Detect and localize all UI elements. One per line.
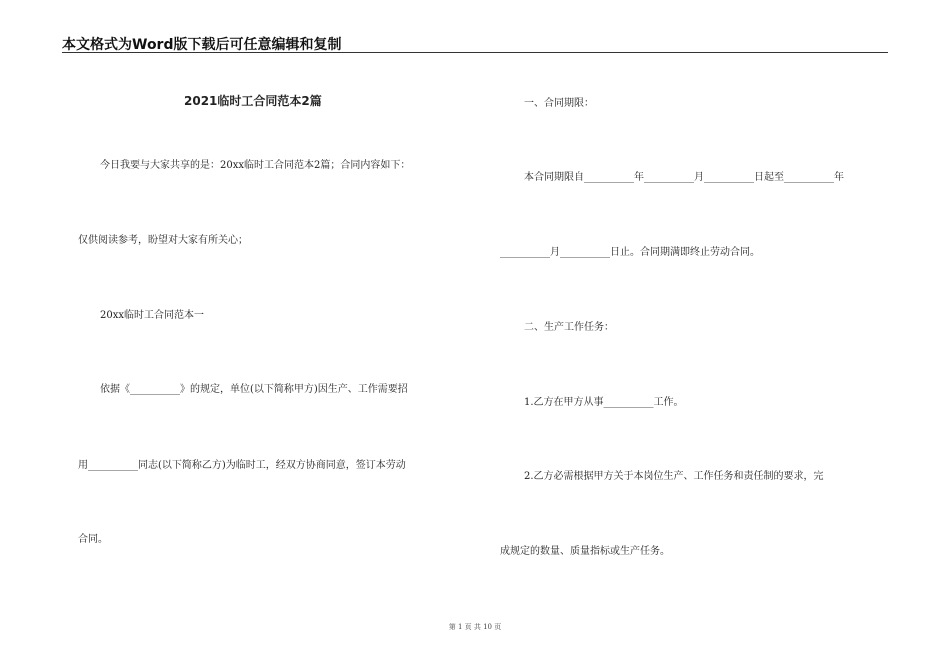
header-notice: 本文格式为Word版下载后可任意编辑和复制 bbox=[62, 37, 342, 53]
section-subtitle: 20xx临时工合同范本一 bbox=[100, 310, 205, 321]
document-title: 2021临时工合同范本2篇 bbox=[184, 94, 322, 108]
intro-line-1: 今日我要与大家共享的是：20xx临时工合同范本2篇；合同内容如下： bbox=[100, 160, 411, 171]
body-line-3: 合同。 bbox=[78, 534, 108, 545]
task-item-2-line-2: 成规定的数量、质量指标或生产任务。 bbox=[500, 546, 670, 557]
body-line-1: 依据《__________》的规定，单位(以下简称甲方)因生产、工作需要招 bbox=[100, 384, 408, 395]
section-1-heading: 一、合同期限： bbox=[524, 98, 594, 109]
task-item-1: 1.乙方在甲方从事__________工作。 bbox=[524, 397, 684, 408]
section-2-heading: 二、生产工作任务： bbox=[524, 322, 614, 333]
intro-line-2: 仅供阅读参考，盼望对大家有所关心； bbox=[78, 235, 248, 246]
left-column bbox=[78, 0, 468, 672]
page-number: 第 1 页 共 10 页 bbox=[448, 623, 502, 631]
term-line-2: __________月__________日止。合同期满即终止劳动合同。 bbox=[500, 247, 760, 258]
right-column bbox=[500, 0, 890, 672]
body-line-2: 用__________同志(以下简称乙方)为临时工，经双方协商同意，签订本劳动 bbox=[78, 460, 406, 471]
term-line-1: 本合同期限自__________年__________月__________日起至__________年 bbox=[524, 172, 844, 183]
task-item-2-line-1: 2.乙方必需根据甲方关于本岗位生产、工作任务和责任制的要求，完 bbox=[524, 471, 824, 482]
